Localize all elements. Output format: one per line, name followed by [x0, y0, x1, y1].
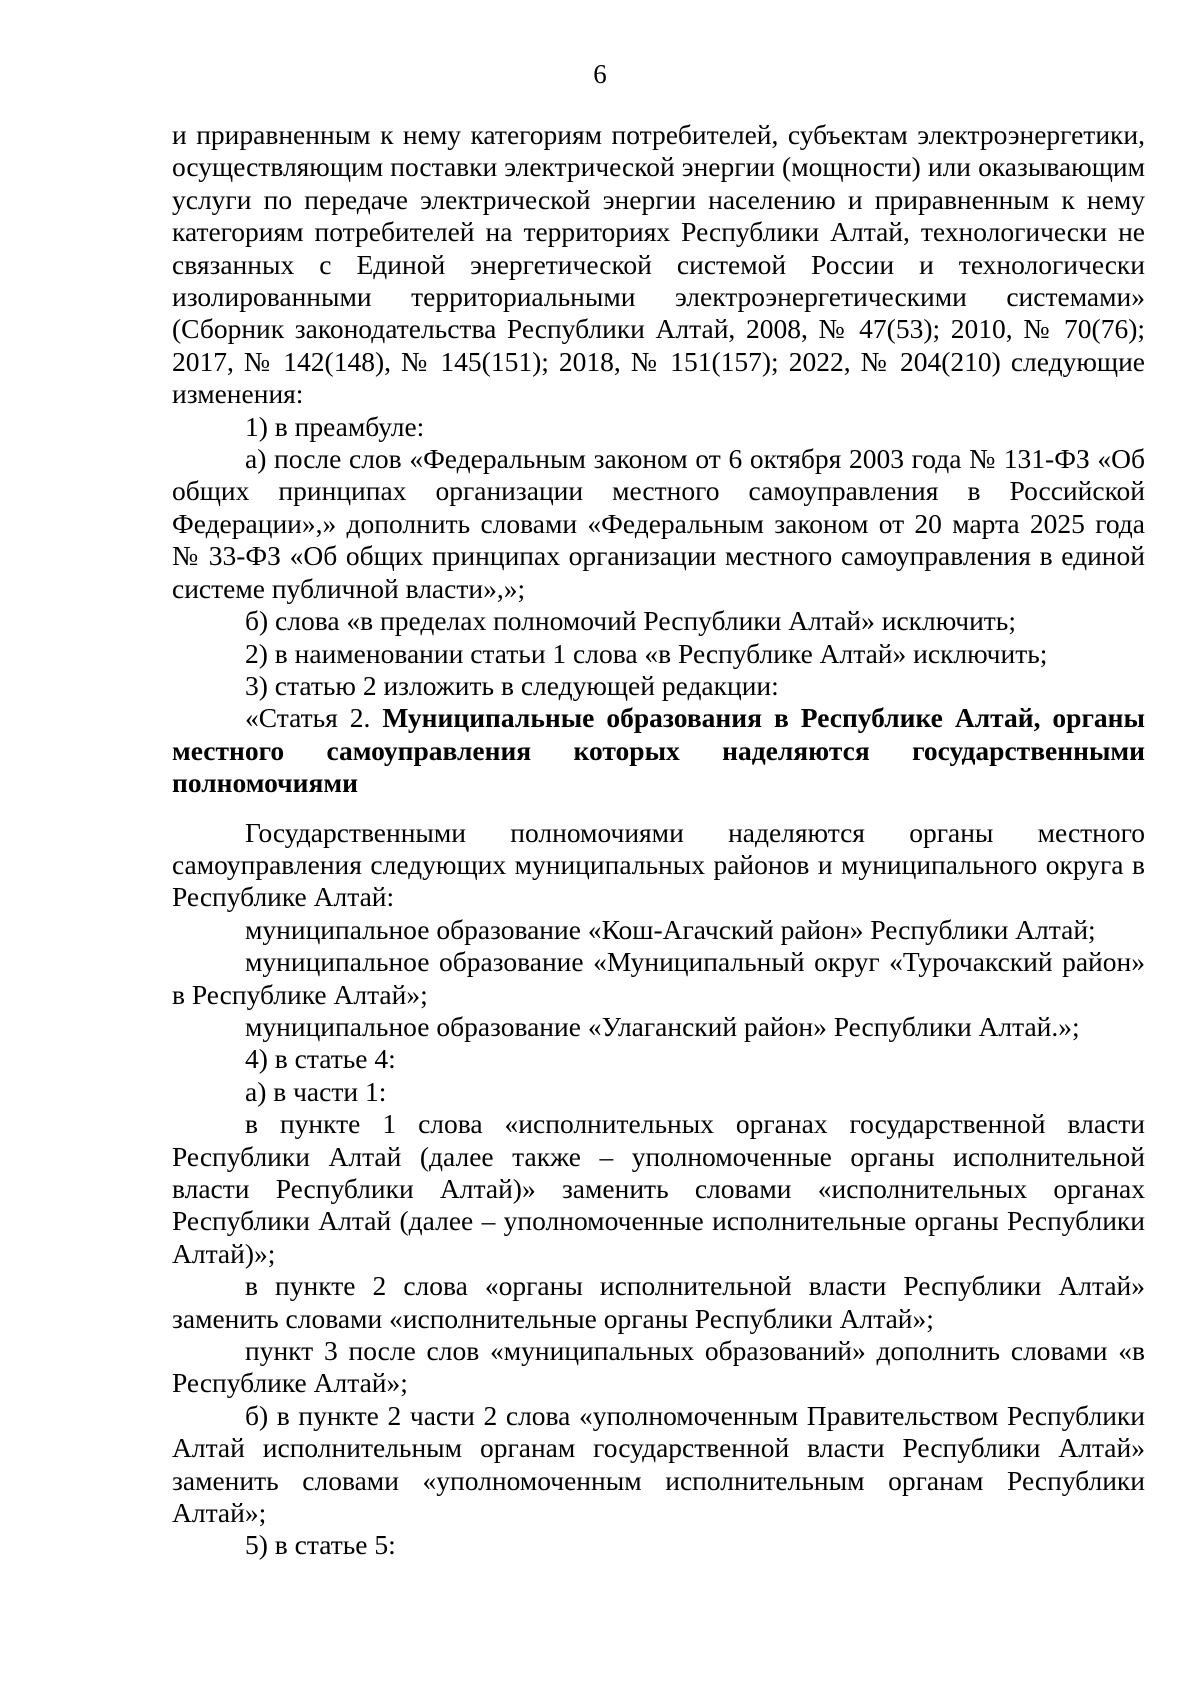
paragraph: 2) в наименовании статьи 1 слова «в Республике Алтай» исключить; [245, 637, 1048, 669]
page-number: 6 [593, 59, 607, 89]
paragraph: в пункте 1 слова «исполнительных органах государственной власти Республики Алтай (далее также – уполномоченные органы исполнительной власти Республики Алтай)» заменить словами «исполнительных органах Республики Алтай (далее – уполномоченные исполнительные органы Республики Алтай)»; [172, 1108, 1145, 1269]
paragraph: б) слова «в пределах полномочий Республики Алтай» исключить; [245, 605, 1016, 637]
paragraph: и приравненным к нему категориям потребителей, субъектам электроэнергетики, осуществляющим поставки электрической энергии (мощности) или оказывающим услуги по передаче электрической энергии населению и приравненным к нему категориям потребителей на территориях Республики Алтай, технологически не связанных с Единой энергетической системой России и технологически изолированными территориальными электроэнергетическими системами» (Сборник законодательства Республики Алтай, 2008, № 47(53); 2010, № 70(76); 2017, № 142(148), № 145(151); 2018, № 151(157); 2022, № 204(210) следующие изменения: [172, 119, 1145, 410]
paragraph: 1) в преамбуле: [245, 410, 425, 442]
document-body [172, 119, 1145, 1562]
paragraph: в пункте 2 слова «органы исполнительной власти Республики Алтай» заменить словами «исполнительные органы Республики Алтай»; [172, 1270, 1145, 1334]
paragraph: 5) в статье 5: [245, 1529, 396, 1561]
article-heading-title: Муниципальные образования в Республике Алтай, органы местного самоуправления которых наделяются государственными полномочиями [172, 702, 1145, 799]
paragraph: б) в пункте 2 части 2 слова «уполномоченным Правительством Республики Алтай исполнительным органам государственной власти Республики Алтай» заменить словами «уполномоченным исполнительным органам Республики Алтай»; [172, 1399, 1145, 1529]
paragraph: Государственными полномочиями наделяются органы местного самоуправления следующих муниципальных районов и муниципального округа в Республике Алтай: [172, 816, 1145, 913]
paragraph: пункт 3 после слов «муниципальных образований» дополнить словами «в Республике Алтай»; [172, 1335, 1145, 1399]
paragraph: муниципальное образование «Улаганский район» Республики Алтай.»; [245, 1010, 1080, 1042]
spacer [172, 800, 1145, 817]
article-heading [172, 702, 1145, 799]
paragraph: 3) статью 2 изложить в следующей редакции: [245, 669, 779, 701]
article-heading-prefix: «Статья 2. [245, 702, 383, 734]
paragraph: 4) в статье 4: [245, 1043, 396, 1075]
paragraph: муниципальное образование «Муниципальный округ «Турочакский район» в Республике Алтай»; [172, 946, 1145, 1010]
paragraph: а) в части 1: [245, 1075, 387, 1107]
paragraph: муниципальное образование «Кош-Агачский район» Республики Алтай; [245, 913, 1096, 945]
paragraph: а) после слов «Федеральным законом от 6 октября 2003 года № 131-ФЗ «Об общих принципах организации местного самоуправления в Российской Федерации»,» дополнить словами «Федеральным законом от 20 марта 2025 года № 33-ФЗ «Об общих принципах организации местного самоуправления в единой системе публичной власти»,»; [172, 443, 1145, 604]
